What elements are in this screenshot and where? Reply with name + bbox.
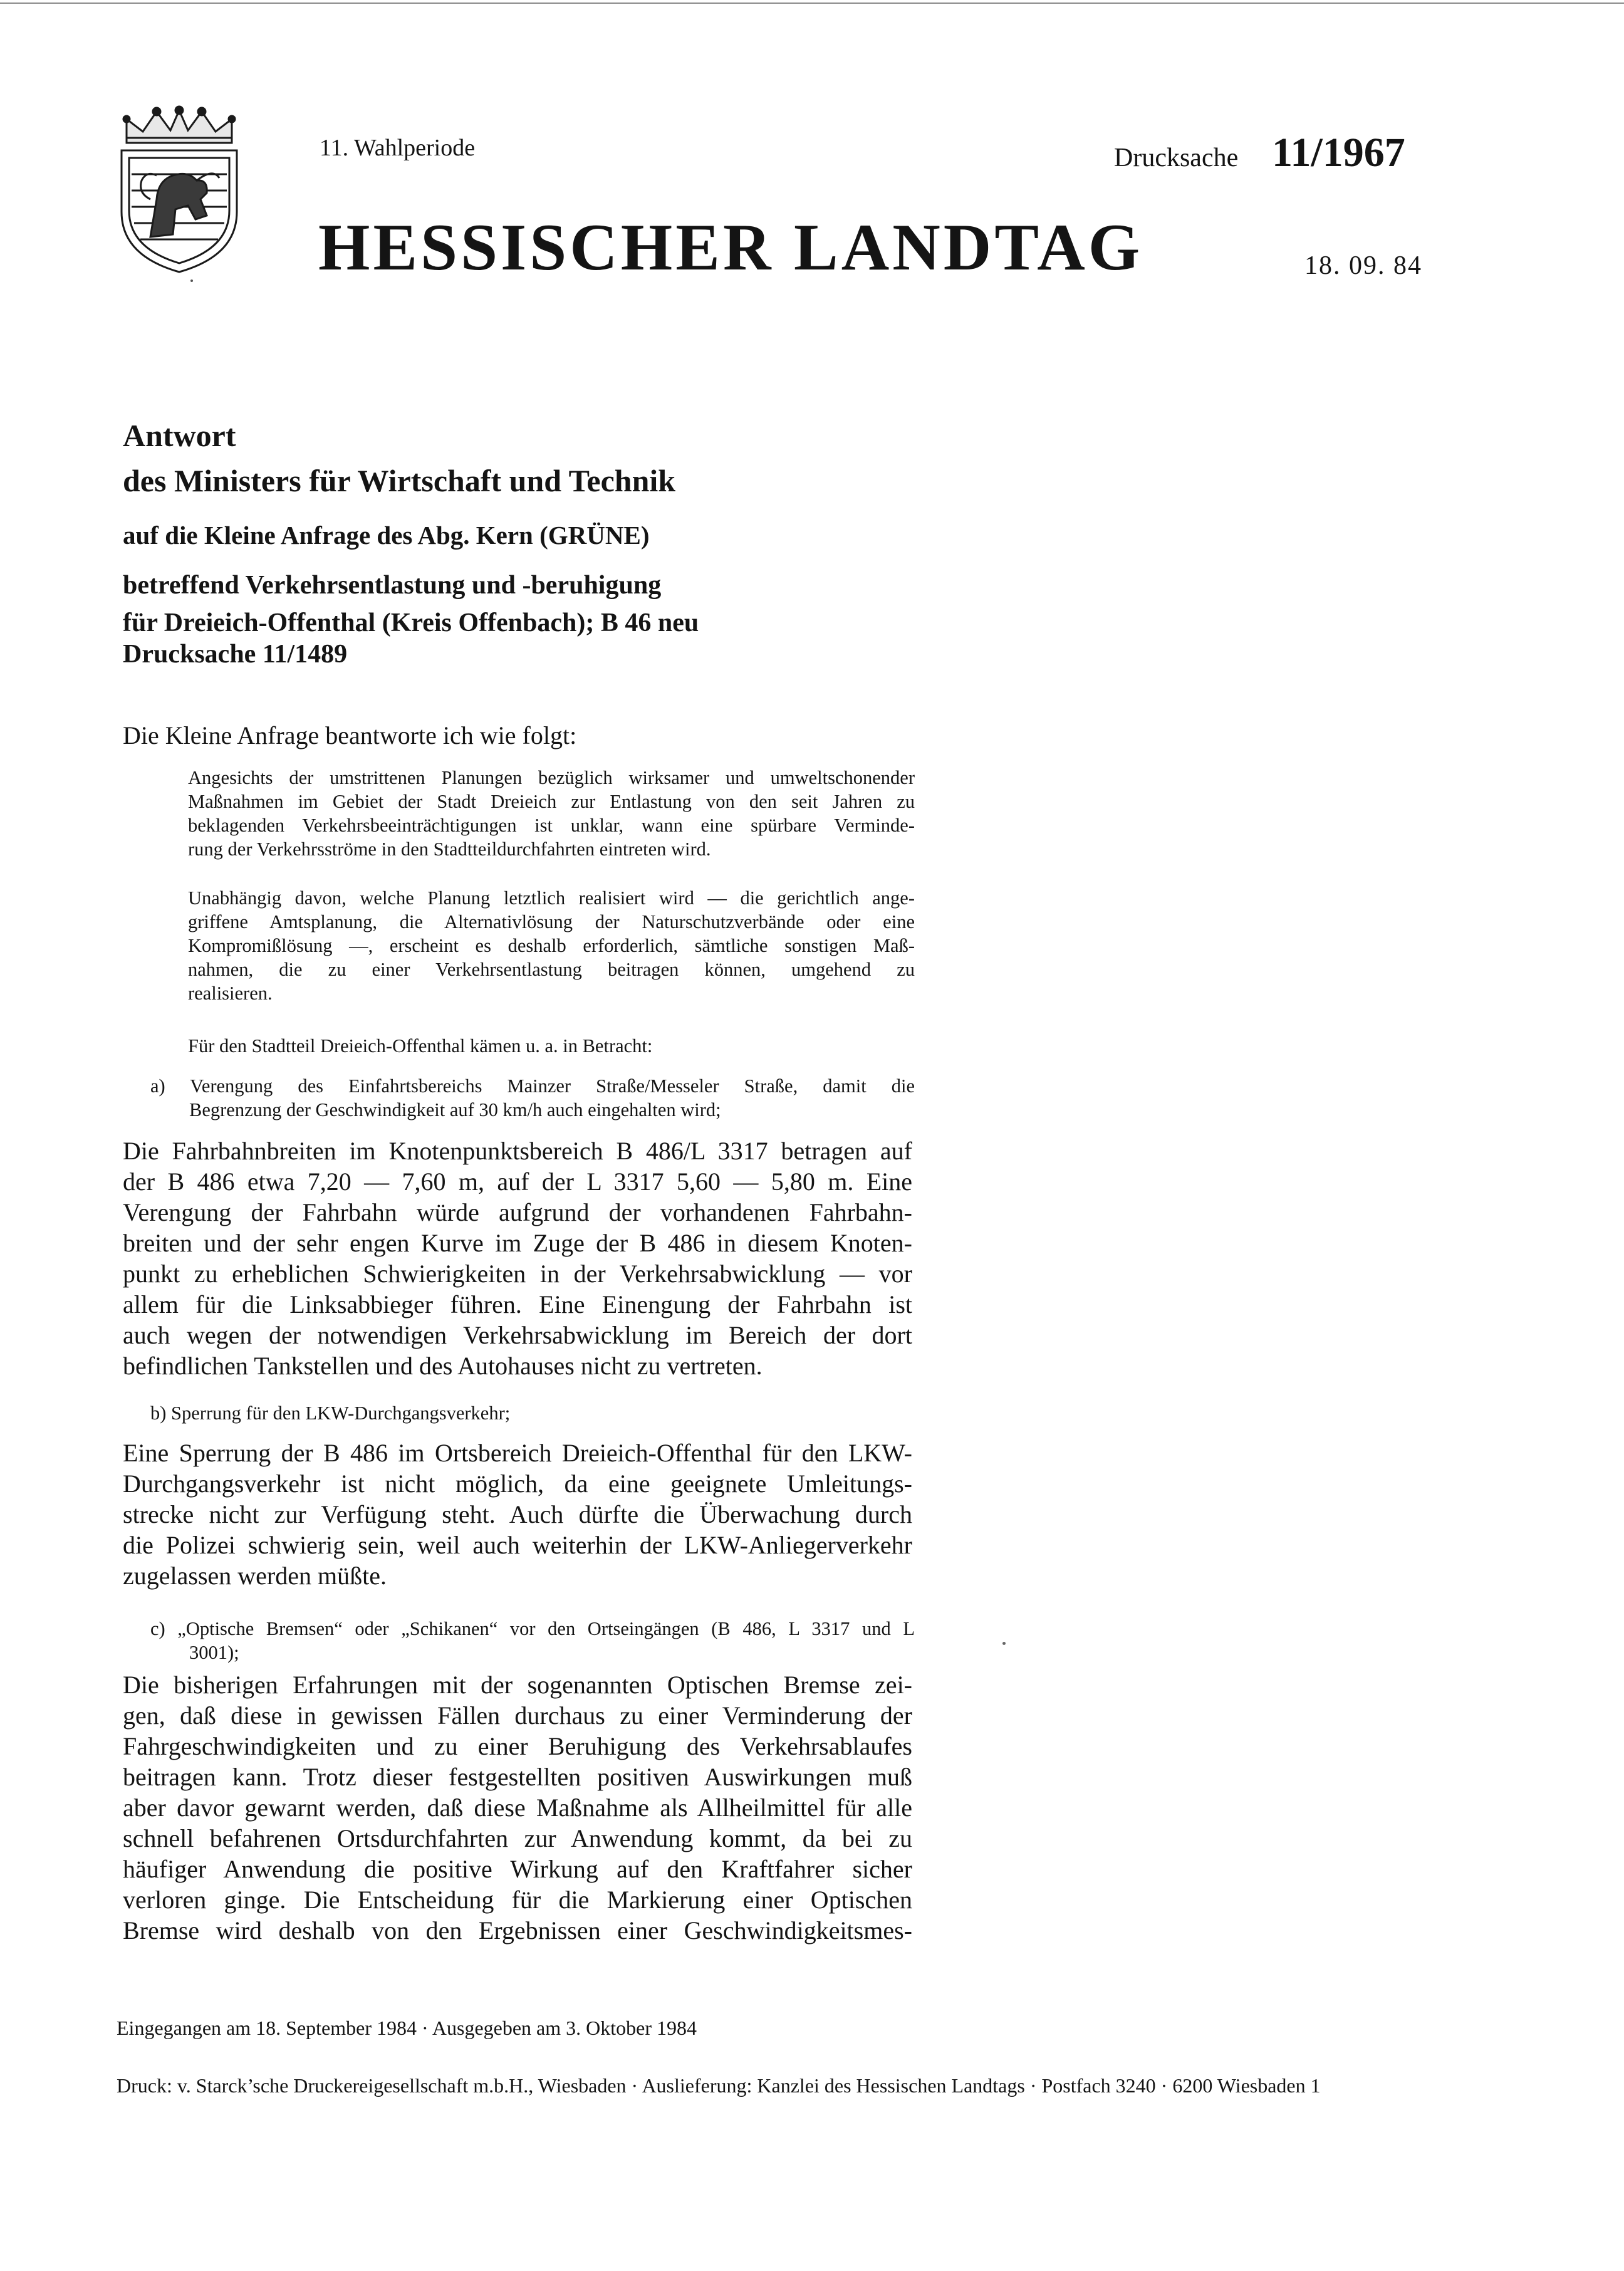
text-line: allem für die Linksabbieger führen. Eine Einengung der Fahrbahn ist (123, 1290, 912, 1318)
text-line: auch wegen der notwendigen Verkehrsabwicklung im Bereich der dort (123, 1321, 912, 1349)
text-line: häufiger Anwendung die positive Wirkung auf den Kraftfahrer sicher (123, 1855, 912, 1883)
text-line: verloren ginge. Die Entscheidung für die Markierung einer Optischen (123, 1886, 912, 1914)
question-paragraph-2 (188, 886, 915, 1005)
text-line: b) Sperrung für den LKW-Durchgangsverkehr; (150, 1402, 511, 1424)
drucksache-label: Drucksache (1114, 144, 1239, 172)
text-line: breiten und der sehr engen Kurve im Zuge der B 486 in diesem Knoten- (123, 1229, 912, 1257)
text-line: realisieren. (188, 983, 273, 1004)
text-line: Maßnahmen im Gebiet der Stadt Dreieich zur Entlastung von den seit Jahren zu (188, 791, 915, 812)
text-line: c) „Optische Bremsen“ oder „Schikanen“ vor den Ortseingängen (B 486, L 3317 und L (150, 1618, 915, 1639)
text-line: Fahrgeschwindigkeiten und zu einer Beruhigung des Verkehrsablaufes (123, 1732, 912, 1760)
text-line: Angesichts der umstrittenen Planungen bezüglich wirksamer und umweltschonender (188, 767, 915, 788)
legislative-period: 11. Wahlperiode (320, 135, 476, 161)
text-line: die Polizei schwierig sein, weil auch weiterhin der LKW-Anliegerverkehr (123, 1531, 912, 1559)
text-line: Die Fahrbahnbreiten im Knotenpunktsbereich B 486/L 3317 betragen auf (123, 1137, 912, 1165)
text-line: nahmen, die zu einer Verkehrsentlastung beitragen können, umgehend zu (188, 959, 915, 980)
scan-speck (190, 279, 193, 282)
heading-antwort: Antwort (123, 418, 236, 453)
question-paragraph-1 (188, 766, 915, 861)
answer-b (123, 1438, 912, 1591)
text-line: gen, daß diese in gewissen Fällen durchaus zu einer Verminderung der (123, 1701, 912, 1730)
text-line: 3001); (189, 1642, 239, 1663)
text-line: Eine Sperrung der B 486 im Ortsbereich Dreieich-Offenthal für den LKW- (123, 1439, 912, 1467)
heading-subject-line-2: für Dreieich-Offenthal (Kreis Offenbach); B 46 neu (123, 608, 699, 637)
text-line: Kompromißlösung —, erscheint es deshalb erforderlich, sämtliche sonstigen Maß- (188, 935, 915, 956)
text-line: Unabhängig davon, welche Planung letztlich realisiert wird — die gerichtlich ange- (188, 887, 915, 909)
text-line: Verengung der Fahrbahn würde aufgrund der vorhandenen Fahrbahn- (123, 1198, 912, 1226)
text-line: beklagenden Verkehrsbeeinträchtigungen ist unklar, wann eine spürbare Verminde- (188, 815, 915, 836)
text-line: aber davor gewarnt werden, daß diese Maßnahme als Allheilmittel für alle (123, 1793, 912, 1822)
text-line: a) Verengung des Einfahrtsbereichs Mainzer Straße/Messeler Straße, damit die (150, 1075, 915, 1097)
question-paragraph-3 (188, 1034, 915, 1058)
heading-subject-line-3: Drucksache 11/1489 (123, 640, 348, 669)
text-line: punkt zu erheblichen Schwierigkeiten in der Verkehrsabwicklung — vor (123, 1260, 912, 1288)
drucksache-number: 11/1967 (1272, 130, 1405, 175)
footer-dates: Eingegangen am 18. September 1984 · Ausgegeben am 3. Oktober 1984 (117, 2017, 697, 2039)
text-line: zugelassen werden müßte. (123, 1562, 387, 1590)
text-line: der B 486 etwa 7,20 — 7,60 m, auf der L 3317 5,60 — 5,80 m. Eine (123, 1167, 912, 1196)
heading-minister: des Ministers für Wirtschaft und Technik (123, 463, 676, 498)
text-line: griffene Amtsplanung, die Alternativlösung der Naturschutzverbände oder eine (188, 911, 915, 932)
heading-anfrage: auf die Kleine Anfrage des Abg. Kern (GRÜNE) (123, 521, 650, 550)
text-line: Begrenzung der Geschwindigkeit auf 30 km/h auch eingehalten wird; (189, 1099, 721, 1120)
text-line: Für den Stadtteil Dreieich-Offenthal kämen u. a. in Betracht: (188, 1035, 653, 1057)
text-line: rung der Verkehrsströme in den Stadtteildurchfahrten eintreten wird. (188, 838, 711, 860)
heading-subject-line-1: betreffend Verkehrsentlastung und -beruhigung (123, 571, 662, 600)
answer-c (123, 1669, 912, 1946)
text-line: schnell befahrenen Ortsdurchfahrten zur Anwendung kommt, da bei zu (123, 1824, 912, 1852)
question-item-c (150, 1617, 915, 1664)
intro-sentence: Die Kleine Anfrage beantworte ich wie folgt: (123, 721, 577, 749)
document-date: 18. 09. 84 (1304, 251, 1422, 280)
scan-speck (1002, 1642, 1006, 1645)
question-item-a (150, 1074, 915, 1122)
text-line: Die bisherigen Erfahrungen mit der sogenannten Optischen Bremse zei- (123, 1671, 912, 1699)
masthead-title: HESSISCHER LANDTAG (318, 211, 1143, 284)
text-line: beitragen kann. Trotz dieser festgestellten positiven Auswirkungen muß (123, 1763, 912, 1791)
hesse-coat-of-arms-icon (113, 105, 246, 274)
text-line: Durchgangsverkehr ist nicht möglich, da eine geeignete Umleitungs- (123, 1470, 912, 1498)
answer-a (123, 1136, 912, 1381)
text-line: befindlichen Tankstellen und des Autohauses nicht zu vertreten. (123, 1352, 763, 1380)
footer-printer: Druck: v. Starck’sche Druckereigesellschaft m.b.H., Wiesbaden · Auslieferung: Kanzlei des Hessischen Landtags · Postfach 3240 · 6200 Wiesbaden 1 (117, 2074, 1321, 2097)
top-border-rule (0, 3, 1624, 4)
text-line: Bremse wird deshalb von den Ergebnissen einer Geschwindigkeitsmes- (123, 1916, 912, 1945)
question-item-b (150, 1401, 915, 1425)
text-line: strecke nicht zur Verfügung steht. Auch dürfte die Überwachung durch (123, 1500, 912, 1528)
